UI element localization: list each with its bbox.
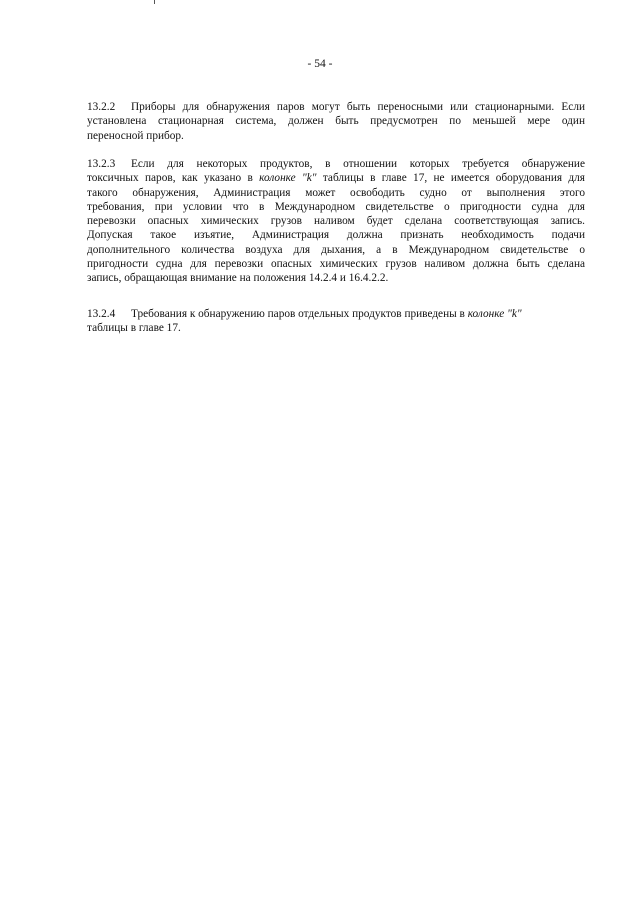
paragraph-line: токсичных паров, как указано в колонке "k" таблицы в главе 17, не имеется оборудования для (87, 172, 585, 185)
paragraph-13-2-2 (87, 100, 585, 143)
paragraph-line: таблицы в главе 17. (87, 322, 181, 335)
paragraph-line: установлена стационарная система, должен быть предусмотрен по меньшей мере один (87, 115, 585, 128)
paragraph-13-2-3 (87, 157, 585, 286)
paragraph-line: 13.2.4 Требования к обнаружению паров отдельных продуктов приведены в колонке "k" (87, 308, 522, 320)
paragraph-line: пригодности судна для перевозки опасных химических грузов наливом должна быть сделана (87, 258, 585, 271)
paragraph-line: перевозки опасных химических грузов наливом будет сделана соответствующая запись. (87, 215, 585, 228)
paragraph-line: такого обнаружения, Администрация может освободить судно от выполнения этого (87, 186, 585, 199)
paragraph-line: 13.2.3 Если для некоторых продуктов, в отношении которых требуется обнаружение (87, 158, 585, 170)
scan-corner-mark (154, 0, 155, 4)
paragraph-line: 13.2.2 Приборы для обнаружения паров могут быть переносными или стационарными. Если (87, 101, 585, 113)
paragraph-number: 13.2.3 (87, 158, 116, 170)
paragraph-line: запись, обращающая внимание на положения 14.2.4 и 16.4.2.2. (87, 272, 389, 285)
column-reference: колонке "k" (467, 308, 522, 320)
paragraph-line: требования, при условии что в Международном свидетельстве о пригодности судна для (87, 200, 585, 213)
paragraph-number: 13.2.4 (87, 308, 116, 320)
paragraph-13-2-4 (87, 307, 585, 336)
column-reference: колонке "k" (259, 172, 317, 185)
page-number: - 54 - (307, 58, 333, 70)
paragraph-line: Допуская такое изъятие, Администрация должна признать необходимость подачи (87, 229, 585, 242)
paragraph-line: дополнительного количества воздуха для дыхания, а в Международном свидетельстве о (87, 243, 585, 256)
paragraph-line: переносной прибор. (87, 129, 184, 142)
paragraph-number: 13.2.2 (87, 101, 116, 113)
